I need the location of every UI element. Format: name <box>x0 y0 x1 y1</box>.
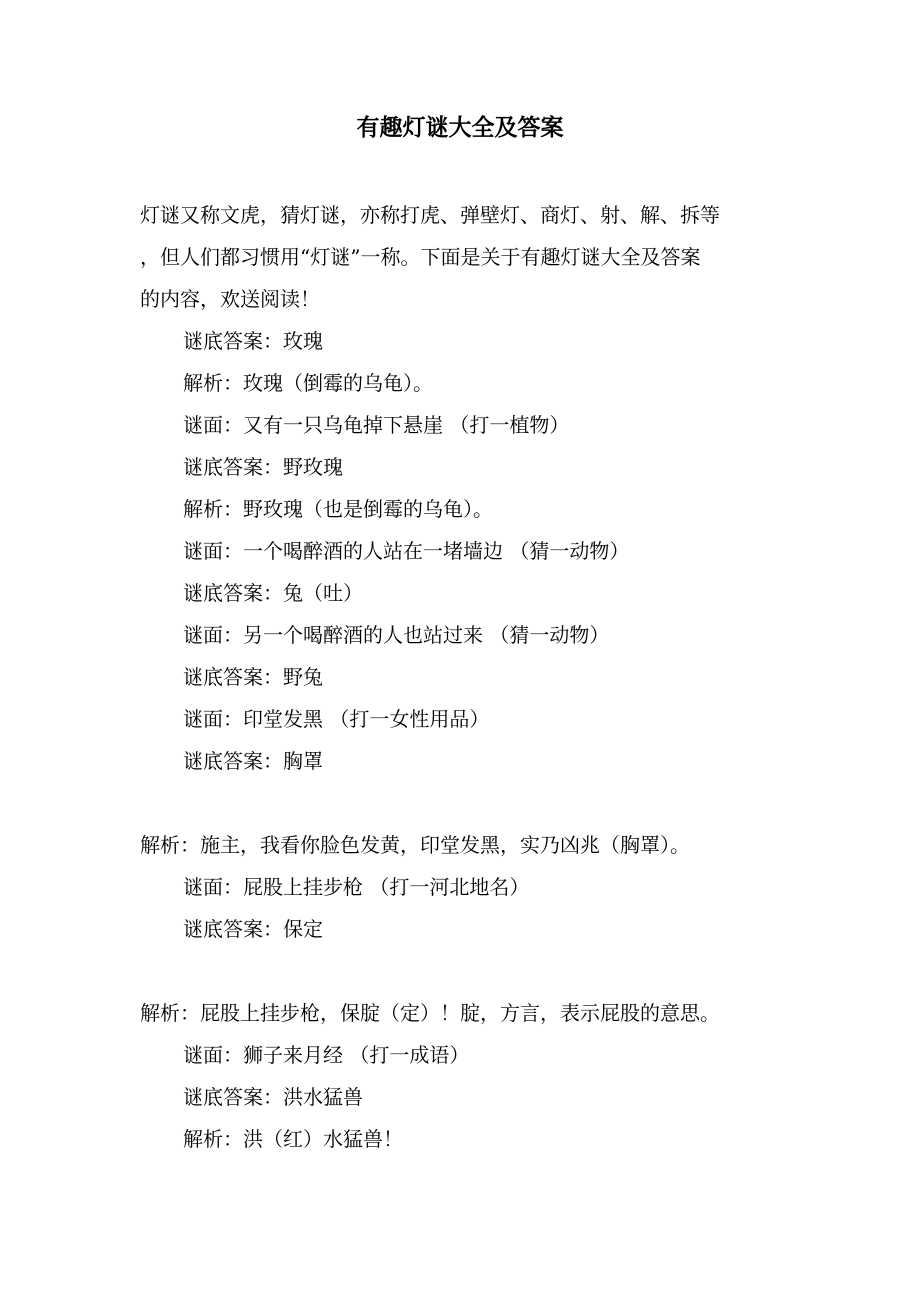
riddle-line: 谜底答案：胸罩 <box>183 749 323 773</box>
riddle-line: 谜面：狮子来月经 （打一成语） <box>183 1043 470 1067</box>
riddle-line: 谜底答案：洪水猛兽 <box>183 1085 363 1109</box>
riddle-line: 谜底答案：玫瑰 <box>183 329 323 353</box>
riddle-line: 谜底答案：野玫瑰 <box>183 455 343 479</box>
riddle-line: 谜面：屁股上挂步枪 （打一河北地名） <box>183 875 530 899</box>
riddle-line: 解析：洪（红）水猛兽！ <box>183 1127 403 1151</box>
riddle-line: 谜底答案：保定 <box>183 917 323 941</box>
intro-line: 的内容，欢送阅读！ <box>140 287 320 311</box>
riddle-line: 解析：野玫瑰（也是倒霉的乌龟）。 <box>183 497 493 521</box>
intro-line: 灯谜又称文虎，猜灯谜，亦称打虎、弹壁灯、商灯、射、解、拆等 <box>140 203 720 227</box>
riddle-line: 谜面：又有一只乌龟掉下悬崖 （打一植物） <box>183 413 570 437</box>
riddle-line: 谜面：另一个喝醉酒的人也站过来 （猜一动物） <box>183 623 610 647</box>
riddle-line: 解析：玫瑰（倒霉的乌龟）。 <box>183 371 433 395</box>
intro-line: ，但人们都习惯用“灯谜”一称。下面是关于有趣灯谜大全及答案 <box>140 245 701 269</box>
riddle-line: 谜面：一个喝醉酒的人站在一堵墙边 （猜一动物） <box>183 539 630 563</box>
analysis-paragraph: 解析：施主，我看你脸色发黄，印堂发黑，实乃凶兆（胸罩）。 <box>140 833 690 857</box>
analysis-paragraph: 解析：屁股上挂步枪，保腚（定）！腚，方言，表示屁股的意思。 <box>140 1001 720 1025</box>
riddle-line: 谜面：印堂发黑 （打一女性用品） <box>183 707 490 731</box>
document-title: 有趣灯谜大全及答案 <box>356 114 564 141</box>
riddle-line: 谜底答案：野兔 <box>183 665 323 689</box>
riddle-line: 谜底答案：兔（吐） <box>183 581 363 605</box>
